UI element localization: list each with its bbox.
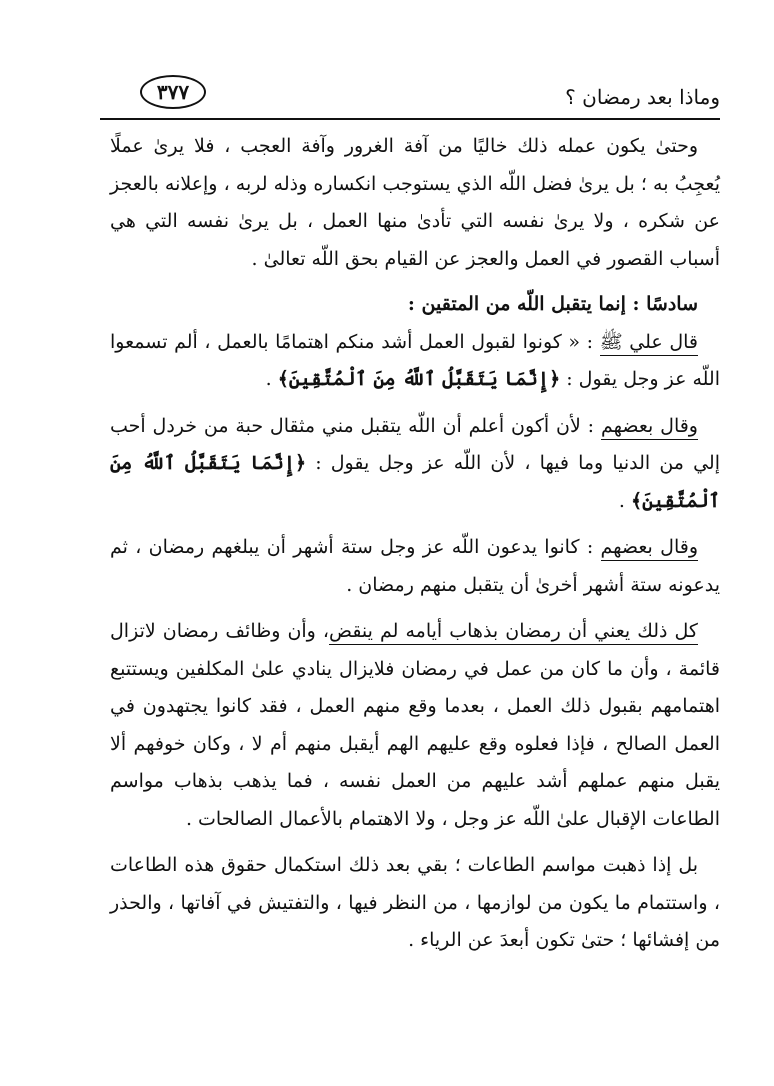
paragraph-3 (110, 408, 720, 521)
paragraph-text: : لأن أكون أعلم أن اللّه يتقبل مني مثقال حبة من خردل أحب إلي من الدنيا وما فيها ، لأن اللّه عز وجل يقول : (110, 414, 720, 474)
underlined-phrase: وقال بعضهم (601, 536, 698, 561)
paragraph-text: : « كونوا لقبول العمل أشد منكم اهتمامًا بالعمل ، ألم تسمعوا اللّه عز وجل يقول : (110, 330, 720, 390)
quran-verse: ﴿إِنَّمَا يَتَقَبَّلُ ٱللَّهُ مِنَ ٱلْمُتَّقِينَ﴾ (110, 452, 720, 512)
paragraph-end: . (618, 489, 631, 512)
page-number: ٣٧٧ (140, 75, 206, 109)
paragraph-2 (110, 324, 720, 399)
paragraph-4 (110, 529, 720, 604)
underlined-phrase: وقال بعضهم (601, 415, 698, 440)
underlined-phrase: كل ذلك يعني أن رمضان بذهاب أيامه لم ينقض (329, 620, 698, 645)
paragraph-text: : كانوا يدعون اللّه عز وجل ستة أشهر أن يبلغهم رمضان ، ثم يدعونه ستة أشهر أخرىٰ أن يتقبل منهم رمضان . (110, 536, 720, 596)
paragraph-6: بل إذا ذهبت مواسم الطاعات ؛ بقي بعد ذلك استكمال حقوق هذه الطاعات ، واستتمام ما يكون من لوازمها ، من النظر فيها ، والتفتيش في آفاتها ، والحذر من إفشائها ؛ حتىٰ تكون أبعدَ عن الرياء . (110, 854, 720, 951)
paragraph-end: . (265, 368, 278, 390)
paragraph-5 (110, 613, 720, 838)
paragraph-1: وحتىٰ يكون عمله ذلك خاليًا من آفة الغرور وآفة العجب ، فلا يرىٰ عملًا يُعجِبُ به ؛ بل يرىٰ فضل اللّه الذي يستوجب انكساره وذله لربه ، وإعلانه بالعجز عن شكره ، ولا يرىٰ نفسه التي تأدىٰ منها العمل ، بل يرىٰ نفسه التي هي أسباب القصور في العمل والعجز عن القيام بحق اللّه تعالىٰ . (110, 135, 720, 270)
section-heading: سادسًا : إنما يتقبل اللّه من المتقين : (407, 293, 698, 315)
underlined-phrase: قال علي ﷺ (600, 331, 698, 356)
quran-verse: ﴿إِنَّمَا يَتَقَبَّلُ ٱللَّهُ مِنَ ٱلْمُتَّقِينَ﴾ (277, 368, 561, 390)
running-title: وماذا بعد رمضان ؟ (565, 85, 720, 109)
page-header (100, 75, 720, 117)
header-rule (100, 118, 720, 120)
paragraph-text: ، وأن وظائف رمضان لاتزال قائمة ، وأن ما كان من عمل في رمضان فلايزال ينادي علىٰ المكلفين ويستتبع اهتمامهم بقبول ذلك العمل ، بعدما وقع منهم العمل ، فقد كانوا يجتهدون في العمل الصالح ، فإذا فعلوه وقع عليهم الهم أيقبل منهم أم لا ، وكان خوفهم ألا يقبل منهم عملهم أشد عليهم من العمل نفسه ، فما يذهب بذهاب مواسم الطاعات الإقبال علىٰ اللّه عز وجل ، ولا الاهتمام بالأعمال الصالحات . (110, 620, 720, 830)
page-body (110, 128, 720, 960)
